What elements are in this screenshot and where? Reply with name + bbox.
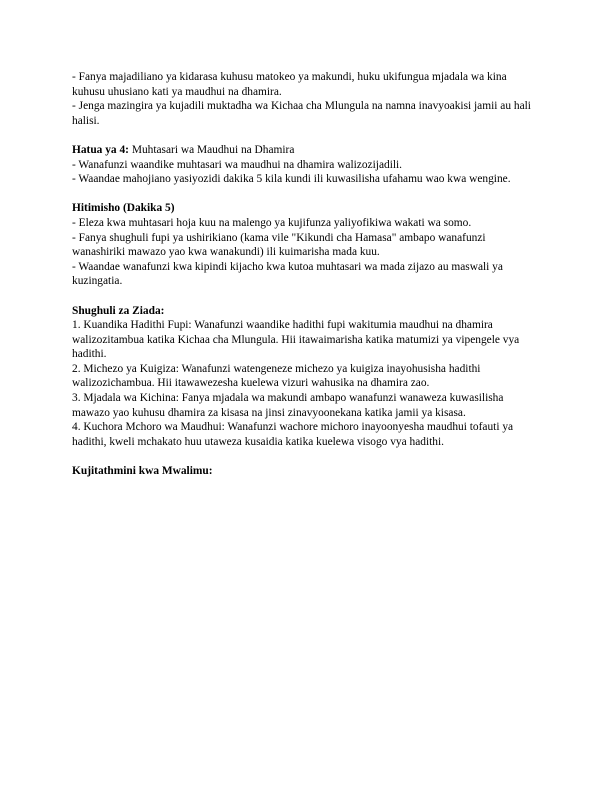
- intro-paragraph-1: - Fanya majadiliano ya kidarasa kuhusu matokeo ya makundi, huku ukifungua mjadala wa kina kuhusu uhusiano kati ya maudhui na dhamira.: [72, 71, 507, 98]
- conclusion-paragraph-1: - Eleza kwa muhtasari hoja kuu na malengo ya kujifunza yaliyofikiwa wakati wa somo.: [72, 216, 472, 229]
- step4-paragraph-2: - Waandae mahojiano yasiyozidi dakika 5 kila kundi ili kuwasilisha ufahamu wao kwa wengine.: [72, 173, 511, 186]
- extra-activity-item: 1. Kuandika Hadithi Fupi: Wanafunzi waandike hadithi fupi wakitumia maudhui na dhamira walizozitambua katika Kichaa cha Mlungula. Hii itawaimarisha katika matumizi ya vipengele vya hadithi.: [72, 319, 520, 361]
- conclusion-paragraph-2: - Fanya shughuli fupi ya ushirikiano (kama vile "Kikundi cha Hamasa" ambapo wanafunzi wanashiriki mawazo yao kwa wanakundi) ili kuimarisha mada kuu.: [72, 231, 486, 259]
- extra-activity-item: 3. Mjadala wa Kichina: Fanya mjadala wa makundi ambapo wanafunzi wanaweza kuwasilisha mawazo yao kuhusu dhamira za kisasa na jinsi zinavyoonekana katika jamii ya kisasa.: [72, 392, 504, 419]
- spacer: [72, 128, 540, 143]
- step4-heading: [72, 143, 540, 158]
- extra-activity-item: 4. Kuchora Mchoro wa Maudhui: Wanafunzi wachore michoro inayoonyesha maudhui tofauti ya hadithi, kweli mchakato huu utaweza kusaidia katika kuelewa visogo vya hadithi.: [72, 421, 514, 448]
- step4-paragraph-1: - Wanafunzi waandike muhtasari wa maudhui na dhamira walizozijadili.: [72, 158, 403, 171]
- conclusion-heading: Hitimisho (Dakika 5): [72, 202, 175, 215]
- intro-paragraph-2: - Jenga mazingira ya kujadili muktadha wa Kichaa cha Mlungula na namna inavyoakisi jamii au hali halisi.: [72, 100, 531, 127]
- extra-activities-heading: Shughuli za Ziada:: [72, 304, 165, 317]
- document-page: [72, 70, 540, 479]
- spacer: [72, 449, 540, 464]
- extra-activity-item: 2. Michezo ya Kuigiza: Wanafunzi watengeneze michezo ya kuigiza inayohusisha hadithi walizozichambua. Hii itawawezesha kuelewa vizuri wahusika na dhamira zao.: [72, 362, 481, 390]
- spacer: [72, 289, 540, 304]
- conclusion-paragraph-3: - Waandae wanafunzi kwa kipindi kijacho kwa kutoa muhtasari wa mada zijazo au maswali ya kuzingatia.: [72, 260, 503, 288]
- spacer: [72, 187, 540, 202]
- step4-heading-title: Muhtasari wa Maudhui na Dhamira: [128, 143, 295, 156]
- step4-heading-label: Hatua ya 4:: [72, 143, 129, 156]
- self-assessment-heading: Kujitathmini kwa Mwalimu:: [72, 465, 213, 478]
